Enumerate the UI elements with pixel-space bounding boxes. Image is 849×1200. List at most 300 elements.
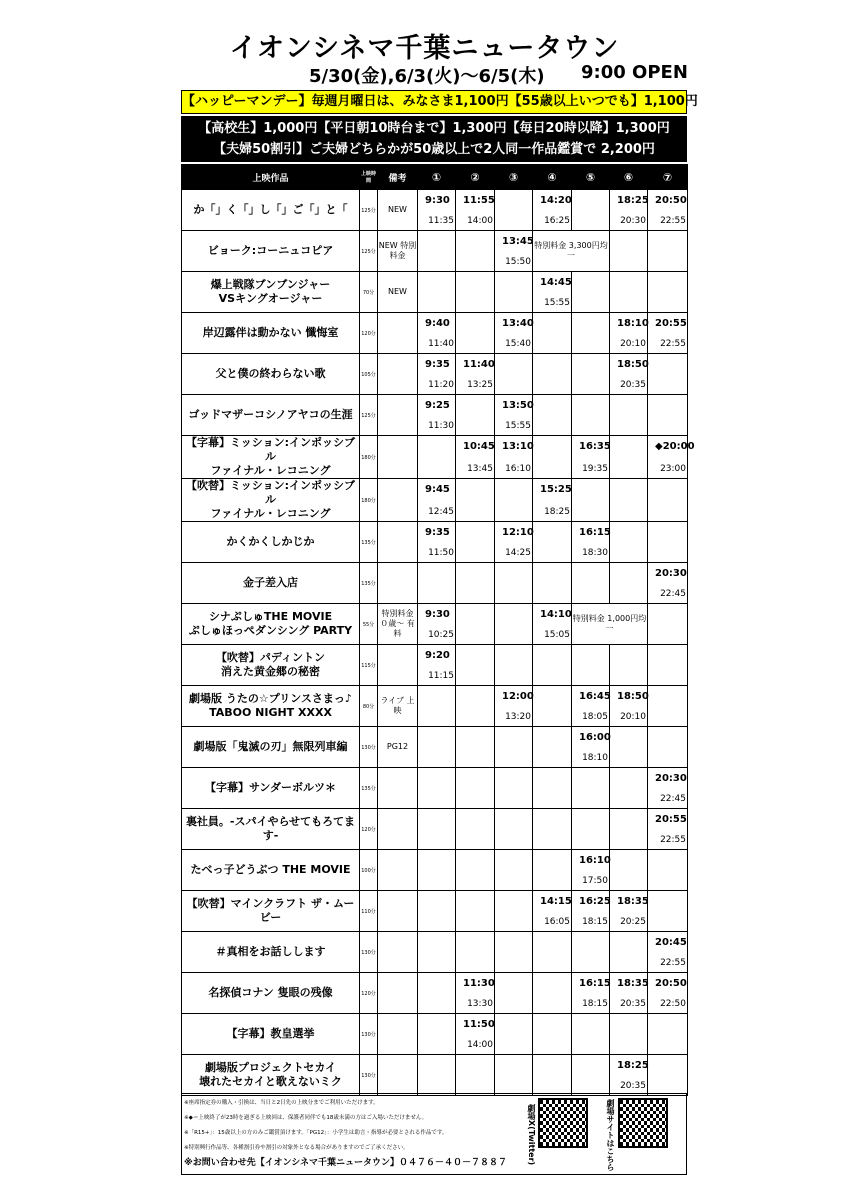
movie-title-line: 【字幕】サンダーボルツ＊ xyxy=(204,781,336,794)
end-time: 20:10 xyxy=(620,339,646,349)
showtime-slot xyxy=(533,645,572,686)
footer-notes xyxy=(184,1096,524,1171)
showtime-slot[interactable] xyxy=(495,436,533,479)
movie-title-line: 裏社員。-スパイやらせてもろてます- xyxy=(185,815,356,842)
showtime-slot[interactable] xyxy=(533,190,572,231)
movie-note xyxy=(378,563,418,604)
movie-row xyxy=(182,932,688,973)
movie-title-line: 【字幕】教皇選挙 xyxy=(226,1027,315,1040)
start-time: 16:15 xyxy=(579,527,611,538)
end-time: 11:40 xyxy=(428,339,454,349)
movie-title xyxy=(182,850,360,891)
movie-note: NEW xyxy=(378,272,418,313)
start-time: 20:50 xyxy=(655,978,687,989)
end-time: 22:55 xyxy=(660,958,686,968)
showtime-slot xyxy=(456,231,495,272)
movie-title xyxy=(182,1014,360,1055)
end-time: 10:25 xyxy=(428,630,454,640)
date-range: 5/30(金),6/3(火)～6/5(木) xyxy=(309,66,545,87)
header-screen-7: ⑦ xyxy=(648,165,688,190)
showtime-slot xyxy=(610,231,648,272)
end-time: 15:40 xyxy=(505,339,531,349)
end-time: 14:00 xyxy=(467,1040,493,1050)
footer xyxy=(181,1093,687,1175)
start-time: 16:15 xyxy=(579,978,611,989)
start-time: 11:40 xyxy=(463,359,495,370)
start-time: 16:25 xyxy=(579,896,611,907)
showtime-slot[interactable] xyxy=(418,645,456,686)
end-time: 19:35 xyxy=(582,464,608,474)
showtime-slot xyxy=(456,809,495,850)
movie-note xyxy=(378,1014,418,1055)
header-screen-5: ⑤ xyxy=(572,165,610,190)
header-length: 上映時間 xyxy=(360,165,378,190)
movie-note xyxy=(378,436,418,479)
showtime-slot xyxy=(533,973,572,1014)
showtime-slot xyxy=(533,932,572,973)
movie-row xyxy=(182,1014,688,1055)
movie-row xyxy=(182,768,688,809)
movie-note xyxy=(378,313,418,354)
showtime-slot xyxy=(572,190,610,231)
movie-title xyxy=(182,272,360,313)
end-time: 13:30 xyxy=(467,999,493,1009)
start-time: 9:20 xyxy=(425,650,450,661)
showtime-slot xyxy=(533,436,572,479)
end-time: 15:50 xyxy=(505,257,531,267)
showtime-slot xyxy=(495,809,533,850)
movie-title-line: 岸辺露伴は動かない 懺悔室 xyxy=(202,326,339,339)
end-time: 23:00 xyxy=(660,464,686,474)
movie-row xyxy=(182,1055,688,1096)
showtime-slot[interactable] xyxy=(610,313,648,354)
start-time: 16:10 xyxy=(579,855,611,866)
movie-row xyxy=(182,645,688,686)
end-time: 16:05 xyxy=(544,917,570,927)
showtime-slot[interactable] xyxy=(418,522,456,563)
showtime-slot xyxy=(495,645,533,686)
showtime-slot[interactable] xyxy=(418,604,456,645)
showtime-slot xyxy=(610,809,648,850)
movie-length: 100分 xyxy=(360,850,378,891)
showtime-slot[interactable] xyxy=(572,891,610,932)
start-time: 11:55 xyxy=(463,195,495,206)
movie-title-line: ぷしゅほっぺダンシング PARTY xyxy=(188,624,353,637)
showtime-slot[interactable] xyxy=(610,891,648,932)
movie-note: ライブ 上映 xyxy=(378,686,418,727)
end-time: 20:35 xyxy=(620,999,646,1009)
movie-row xyxy=(182,231,688,272)
movie-title xyxy=(182,395,360,436)
showtime-slot xyxy=(456,850,495,891)
movie-row xyxy=(182,272,688,313)
end-time: 16:10 xyxy=(505,464,531,474)
end-time: 13:20 xyxy=(505,712,531,722)
showtime-slot xyxy=(572,1014,610,1055)
showtime-slot[interactable] xyxy=(495,686,533,727)
movie-length: 120分 xyxy=(360,313,378,354)
movie-title xyxy=(182,522,360,563)
showtime-slot xyxy=(456,645,495,686)
showtime-slot xyxy=(533,850,572,891)
movie-title-line: 劇場版プロジェクトセカイ xyxy=(204,1061,337,1074)
showtime-slot xyxy=(456,313,495,354)
showtime-slot[interactable] xyxy=(648,768,688,809)
movie-title-line: 劇場版 うたの☆プリンスさまっ♪ xyxy=(189,692,352,705)
showtime-slot[interactable] xyxy=(533,604,572,645)
movie-title xyxy=(182,231,360,272)
showtime-slot[interactable] xyxy=(572,727,610,768)
movie-title-line: TABOO NIGHT XXXX xyxy=(209,706,332,719)
showtime-slot xyxy=(456,395,495,436)
showtime-slot xyxy=(610,768,648,809)
showtime-slot[interactable] xyxy=(572,436,610,479)
movie-row xyxy=(182,395,688,436)
movie-title-line: ファイナル・レコニング xyxy=(210,464,331,477)
showtime-slot[interactable] xyxy=(648,563,688,604)
movie-note: NEW xyxy=(378,190,418,231)
movie-row xyxy=(182,313,688,354)
end-time: 20:25 xyxy=(620,917,646,927)
movie-title-line: ＃真相をお話しします xyxy=(215,945,326,958)
start-time: 18:25 xyxy=(617,195,649,206)
showtime-slot xyxy=(495,272,533,313)
showtime-slot xyxy=(572,395,610,436)
movie-row xyxy=(182,190,688,231)
start-time: 20:55 xyxy=(655,814,687,825)
movie-title xyxy=(182,727,360,768)
showtime-slot[interactable] xyxy=(418,190,456,231)
footer-note: ※座席指定券の購入・引換は、当日と2日先の上映分までご利用いただけます。 xyxy=(184,1100,379,1106)
showtime-slot xyxy=(495,563,533,604)
showtime-slot xyxy=(418,932,456,973)
showtime-slot[interactable] xyxy=(572,522,610,563)
movie-row xyxy=(182,354,688,395)
price-banner xyxy=(181,116,687,162)
showtime-slot xyxy=(533,354,572,395)
showtime-slot xyxy=(456,932,495,973)
qr-twitter-label: 劇場X(Twitter) xyxy=(527,1104,536,1166)
showtime-slot[interactable] xyxy=(648,973,688,1014)
showtime-slot[interactable] xyxy=(648,809,688,850)
start-time: 9:35 xyxy=(425,527,450,538)
movie-length: 130分 xyxy=(360,727,378,768)
showtime-slot[interactable] xyxy=(418,479,456,522)
showtime-slot xyxy=(495,354,533,395)
movie-title xyxy=(182,604,360,645)
movie-title xyxy=(182,1055,360,1096)
movie-row xyxy=(182,809,688,850)
movie-note xyxy=(378,850,418,891)
end-time: 16:25 xyxy=(544,216,570,226)
showtime-slot xyxy=(610,563,648,604)
movie-title-line: 壊れたセカイと歌えないミク xyxy=(199,1075,342,1088)
movie-row xyxy=(182,604,688,645)
showtime-slot[interactable] xyxy=(456,1014,495,1055)
start-time: 18:50 xyxy=(617,691,649,702)
showtime-slot xyxy=(572,479,610,522)
movie-row xyxy=(182,850,688,891)
showtime-slot xyxy=(572,645,610,686)
movie-note xyxy=(378,354,418,395)
end-time: 22:50 xyxy=(660,999,686,1009)
movie-length: 105分 xyxy=(360,354,378,395)
movie-title-line: VSキングオージャー xyxy=(218,292,323,305)
movie-row xyxy=(182,522,688,563)
showtime-slot xyxy=(495,891,533,932)
showtime-slot[interactable] xyxy=(610,190,648,231)
movie-note: NEW 特別料金 xyxy=(378,231,418,272)
movie-title-line: 【字幕】ミッション:インポッシブル xyxy=(186,436,355,463)
movie-title-line: 消えた黄金郷の秘密 xyxy=(221,665,320,678)
movie-length: 70分 xyxy=(360,272,378,313)
showtime-slot xyxy=(533,686,572,727)
showtime-slot xyxy=(610,932,648,973)
movie-title xyxy=(182,809,360,850)
end-time: 22:55 xyxy=(660,835,686,845)
showtime-slot xyxy=(418,686,456,727)
showtime-slot xyxy=(418,231,456,272)
showtime-slot xyxy=(418,891,456,932)
movie-row xyxy=(182,727,688,768)
movie-length: 55分 xyxy=(360,604,378,645)
showtime-slot xyxy=(456,604,495,645)
movie-title-line: 父と僕の終わらない歌 xyxy=(215,367,326,380)
showtime-slot[interactable] xyxy=(418,354,456,395)
start-time: 11:30 xyxy=(463,978,495,989)
movie-title xyxy=(182,932,360,973)
header-title: 上映作品 xyxy=(182,165,360,190)
showtime-slot xyxy=(572,272,610,313)
movie-title xyxy=(182,436,360,479)
movie-row xyxy=(182,891,688,932)
start-time: 9:30 xyxy=(425,609,450,620)
movie-row xyxy=(182,479,688,522)
showtime-slot xyxy=(495,1014,533,1055)
movie-length: 180分 xyxy=(360,436,378,479)
movie-note xyxy=(378,395,418,436)
movie-title xyxy=(182,891,360,932)
movie-title-line: ファイナル・レコニング xyxy=(210,507,331,520)
showtime-slot xyxy=(572,1055,610,1096)
movie-note: PG12 xyxy=(378,727,418,768)
end-time: 18:10 xyxy=(582,753,608,763)
start-time: 18:35 xyxy=(617,896,649,907)
start-time: 18:35 xyxy=(617,978,649,989)
showtime-slot xyxy=(648,395,688,436)
showtime-slot[interactable] xyxy=(610,686,648,727)
movie-title xyxy=(182,973,360,1014)
showtime-slot[interactable] xyxy=(648,313,688,354)
movie-note xyxy=(378,891,418,932)
showtime-slot xyxy=(610,522,648,563)
showtime-slot xyxy=(648,604,688,645)
showtime-slot xyxy=(572,932,610,973)
showtime-slot xyxy=(456,522,495,563)
showtime-slot[interactable] xyxy=(495,313,533,354)
movie-title-line: ゴッドマザーコシノアヤコの生涯 xyxy=(188,408,353,421)
start-time: 12:00 xyxy=(502,691,534,702)
showtime-slot xyxy=(610,1014,648,1055)
showtime-slot xyxy=(533,1014,572,1055)
start-time: 20:30 xyxy=(655,773,687,784)
start-time: 18:25 xyxy=(617,1060,649,1071)
happy-monday-banner: 【ハッピーマンデー】毎週月曜日は、みなさま1,100円【55歳以上いつでも】1,100円 xyxy=(181,90,687,114)
showtime-slot xyxy=(418,436,456,479)
showtime-slot[interactable] xyxy=(456,973,495,1014)
showtime-slot[interactable] xyxy=(533,272,572,313)
movie-title-line: たべっ子どうぶつ THE MOVIE xyxy=(190,863,351,876)
movie-note xyxy=(378,932,418,973)
movie-title-line: 【吹替】マインクラフト ザ・ムービー xyxy=(186,897,355,924)
movie-title xyxy=(182,768,360,809)
showtime-slot xyxy=(572,563,610,604)
showtime-slot xyxy=(495,768,533,809)
start-time: 9:45 xyxy=(425,484,450,495)
showtime-slot xyxy=(418,727,456,768)
showtime-slot[interactable] xyxy=(648,190,688,231)
movie-title xyxy=(182,354,360,395)
showtime-slot xyxy=(495,190,533,231)
showtime-slot[interactable] xyxy=(610,354,648,395)
showtime-slot xyxy=(610,272,648,313)
showtime-slot xyxy=(533,727,572,768)
end-time: 22:55 xyxy=(660,216,686,226)
showtime-slot xyxy=(610,479,648,522)
showtime-slot[interactable] xyxy=(495,231,533,272)
movie-length: 125分 xyxy=(360,231,378,272)
movie-title-line: 名探偵コナン 隻眼の残像 xyxy=(208,986,333,999)
showtime-slot xyxy=(495,973,533,1014)
showtime-slot[interactable] xyxy=(648,932,688,973)
movie-length: 130分 xyxy=(360,1014,378,1055)
movie-length: 80分 xyxy=(360,686,378,727)
end-time: 18:15 xyxy=(582,999,608,1009)
movie-title xyxy=(182,190,360,231)
start-time: 18:10 xyxy=(617,318,649,329)
movie-title-line: か「」く「」し「」ご「」と「 xyxy=(193,203,348,216)
end-time: 14:00 xyxy=(467,216,493,226)
header-note: 備考 xyxy=(378,165,418,190)
movie-length: 130分 xyxy=(360,1055,378,1096)
showtime-slot xyxy=(418,809,456,850)
schedule-body xyxy=(182,190,695,1096)
start-time: 14:10 xyxy=(540,609,572,620)
showtime-slot[interactable] xyxy=(648,436,695,479)
showtime-slot[interactable] xyxy=(456,354,495,395)
showtime-slot xyxy=(418,1014,456,1055)
movie-title xyxy=(182,686,360,727)
movie-title-line: シナぷしゅTHE MOVIE xyxy=(208,610,333,623)
showtime-slot xyxy=(648,272,688,313)
movie-length: 135分 xyxy=(360,563,378,604)
movie-row xyxy=(182,686,688,727)
showtime-slot xyxy=(572,809,610,850)
showtime-slot xyxy=(418,768,456,809)
showtime-slot xyxy=(456,1055,495,1096)
start-time: 16:00 xyxy=(579,732,611,743)
end-time: 22:45 xyxy=(660,589,686,599)
movie-note xyxy=(378,1055,418,1096)
showtime-slot xyxy=(610,645,648,686)
showtime-slot[interactable] xyxy=(610,1055,648,1096)
end-time: 11:50 xyxy=(428,548,454,558)
showtime-slot xyxy=(610,395,648,436)
page-title: イオンシネマ千葉ニュータウン xyxy=(229,33,620,64)
showtime-slot xyxy=(533,313,572,354)
movie-title-line: 金子差入店 xyxy=(243,576,298,589)
movie-length: 135分 xyxy=(360,768,378,809)
showtime-slot xyxy=(456,891,495,932)
header-screen-4: ④ xyxy=(533,165,572,190)
start-time: 20:50 xyxy=(655,195,687,206)
qr-code-twitter[interactable] xyxy=(538,1098,588,1148)
end-time: 18:25 xyxy=(544,507,570,517)
end-time: 15:05 xyxy=(544,630,570,640)
movie-title-line: かくかくしかじか xyxy=(226,535,315,548)
footer-note: ※◆＝上映終了が23時を過ぎる上映回は、保護者同伴でも18歳未満の方はご入場いただけません。 xyxy=(184,1115,428,1121)
showtime-slot[interactable] xyxy=(572,973,610,1014)
showtime-slot[interactable] xyxy=(418,313,456,354)
showtime-slot xyxy=(495,1055,533,1096)
showtime-slot xyxy=(533,809,572,850)
start-time: 13:10 xyxy=(502,441,534,452)
showtime-slot[interactable] xyxy=(533,479,572,522)
showtime-slot[interactable] xyxy=(495,522,533,563)
start-time: 20:45 xyxy=(655,937,687,948)
movie-length: 180分 xyxy=(360,479,378,522)
end-time: 20:30 xyxy=(620,216,646,226)
movie-title xyxy=(182,563,360,604)
showtime-slot xyxy=(572,768,610,809)
end-time: 13:25 xyxy=(467,380,493,390)
showtime-slot xyxy=(418,973,456,1014)
showtime-slot[interactable] xyxy=(533,891,572,932)
start-time: 11:50 xyxy=(463,1019,495,1030)
showtime-slot[interactable] xyxy=(572,850,610,891)
showtime-slot[interactable] xyxy=(456,436,495,479)
showtime-slot[interactable] xyxy=(418,395,456,436)
showtime-slot xyxy=(648,727,688,768)
showtime-slot[interactable] xyxy=(456,190,495,231)
movie-length: 120分 xyxy=(360,809,378,850)
start-time: 10:45 xyxy=(463,441,495,452)
movie-length: 110分 xyxy=(360,891,378,932)
start-time: 9:25 xyxy=(425,400,450,411)
showtime-slot xyxy=(648,522,688,563)
movie-note xyxy=(378,768,418,809)
showtime-slot[interactable] xyxy=(572,686,610,727)
open-time: 9:00 OPEN xyxy=(581,62,688,83)
end-time: 20:35 xyxy=(620,380,646,390)
movie-row xyxy=(182,436,688,479)
showtime-slot[interactable] xyxy=(495,395,533,436)
qr-site-label: 劇場サイトはこちら xyxy=(606,1099,615,1171)
start-time: 20:55 xyxy=(655,318,687,329)
showtime-slot xyxy=(456,727,495,768)
movie-note xyxy=(378,479,418,522)
price-line-2: 【夫婦50割引】ご夫婦どちらかが50歳以上で2人同一作品鑑賞で 2,200円 xyxy=(213,142,655,157)
start-time: 9:40 xyxy=(425,318,450,329)
movie-row xyxy=(182,973,688,1014)
qr-code-site[interactable] xyxy=(618,1098,668,1148)
showtime-slot xyxy=(533,1055,572,1096)
showtime-slot[interactable] xyxy=(610,973,648,1014)
showtime-slot xyxy=(456,768,495,809)
end-time: 15:55 xyxy=(544,298,570,308)
showtime-slot xyxy=(495,850,533,891)
movie-title-line: 【吹替】パディントン xyxy=(215,651,326,664)
